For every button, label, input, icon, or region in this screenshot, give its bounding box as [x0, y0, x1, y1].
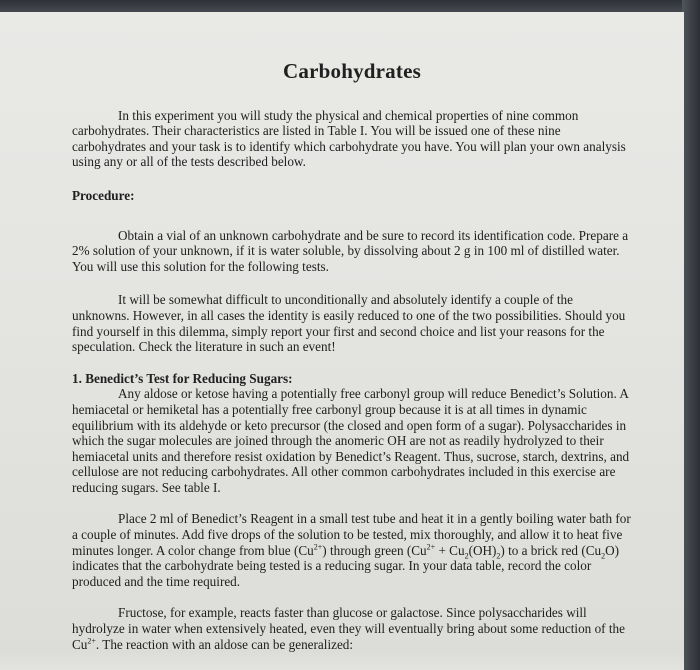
benedicts-paragraph-2: Place 2 ml of Benedict’s Reagent in a small test tube and heat it in a gently boiling water bath for a couple of minutes. Add five drops of the solution to be tested, mix thoroughly, and allow it to heat five minutes longer. A color change from blue $(Cu^{2+})$ through green $(Cu^{2+} + Cu_2(OH)_2)$ to a brick red $(Cu_2O)$ indicates that the carbohydrate being tested is a reducing sugar. In your data table, record the color produced and the time required.: [72, 511, 631, 589]
procedure-paragraph-2: It will be somewhat difficult to unconditionally and absolutely identify a couple of the unknowns. However, in all cases the identity is easily reduced to one of the two possibilities. Should you find yourself in this dilemma, simply report your first and second choice and list your reasons for the speculation. Check the literature in such an event!: [72, 292, 626, 355]
benedicts-test-heading: 1. Benedict’s Test for Reducing Sugars:: [72, 370, 293, 386]
document-body: [72, 59, 632, 670]
procedure-paragraph-1: Obtain a vial of an unknown carbohydrate and be sure to record its identification code. Prepare a 2% solution of your unknown, if it is water soluble, by dissolving about 2 g in 100 ml of distilled water. You will use this solution for the following tests.: [72, 227, 629, 274]
screen-bezel-right: [682, 0, 700, 670]
document-title: Carbohydrates: [283, 59, 421, 83]
benedicts-paragraph-1: Any aldose or ketose having a potentially free carbonyl group will reduce Benedict’s Solution. A hemiacetal or hemiketal has a potentially free carbonyl group because it is at all times in dynamic equilibrium with its aldehyde or keto precursor (the closed and open form of a sugar). Polysaccharides in which the sugar molecules are joined through the anomeric OH are not as readily hydrolyzed to their hemiacetal units and therefore resist oxidation by Benedict’s Reagent. Thus, sucrose, starch, dextrins, and cellulose are not reducing carbohydrates. All other common carbohydrates included in this exercise are reducing sugars. See table I.: [72, 386, 630, 495]
page-bottom-shade: [0, 652, 684, 670]
intro-paragraph: In this experiment you will study the physical and chemical properties of nine common carbohydrates. Their characteristics are listed in Table I. You will be issued one of these nine carbohydrates and your task is to identify which carbohydrate you have. You will plan your own analysis using any or all of the tests described below.: [72, 107, 626, 170]
benedicts-paragraph-3: Fructose, for example, reacts faster than glucose or galactose. Since polysaccharides will hydrolyze in water when extensively heated, even they will eventually bring about some reduction of the $Cu^{2+}$. The reaction with an aldose can be generalized:: [72, 605, 625, 652]
procedure-heading: Procedure:: [72, 187, 135, 203]
document-page: [0, 12, 684, 670]
